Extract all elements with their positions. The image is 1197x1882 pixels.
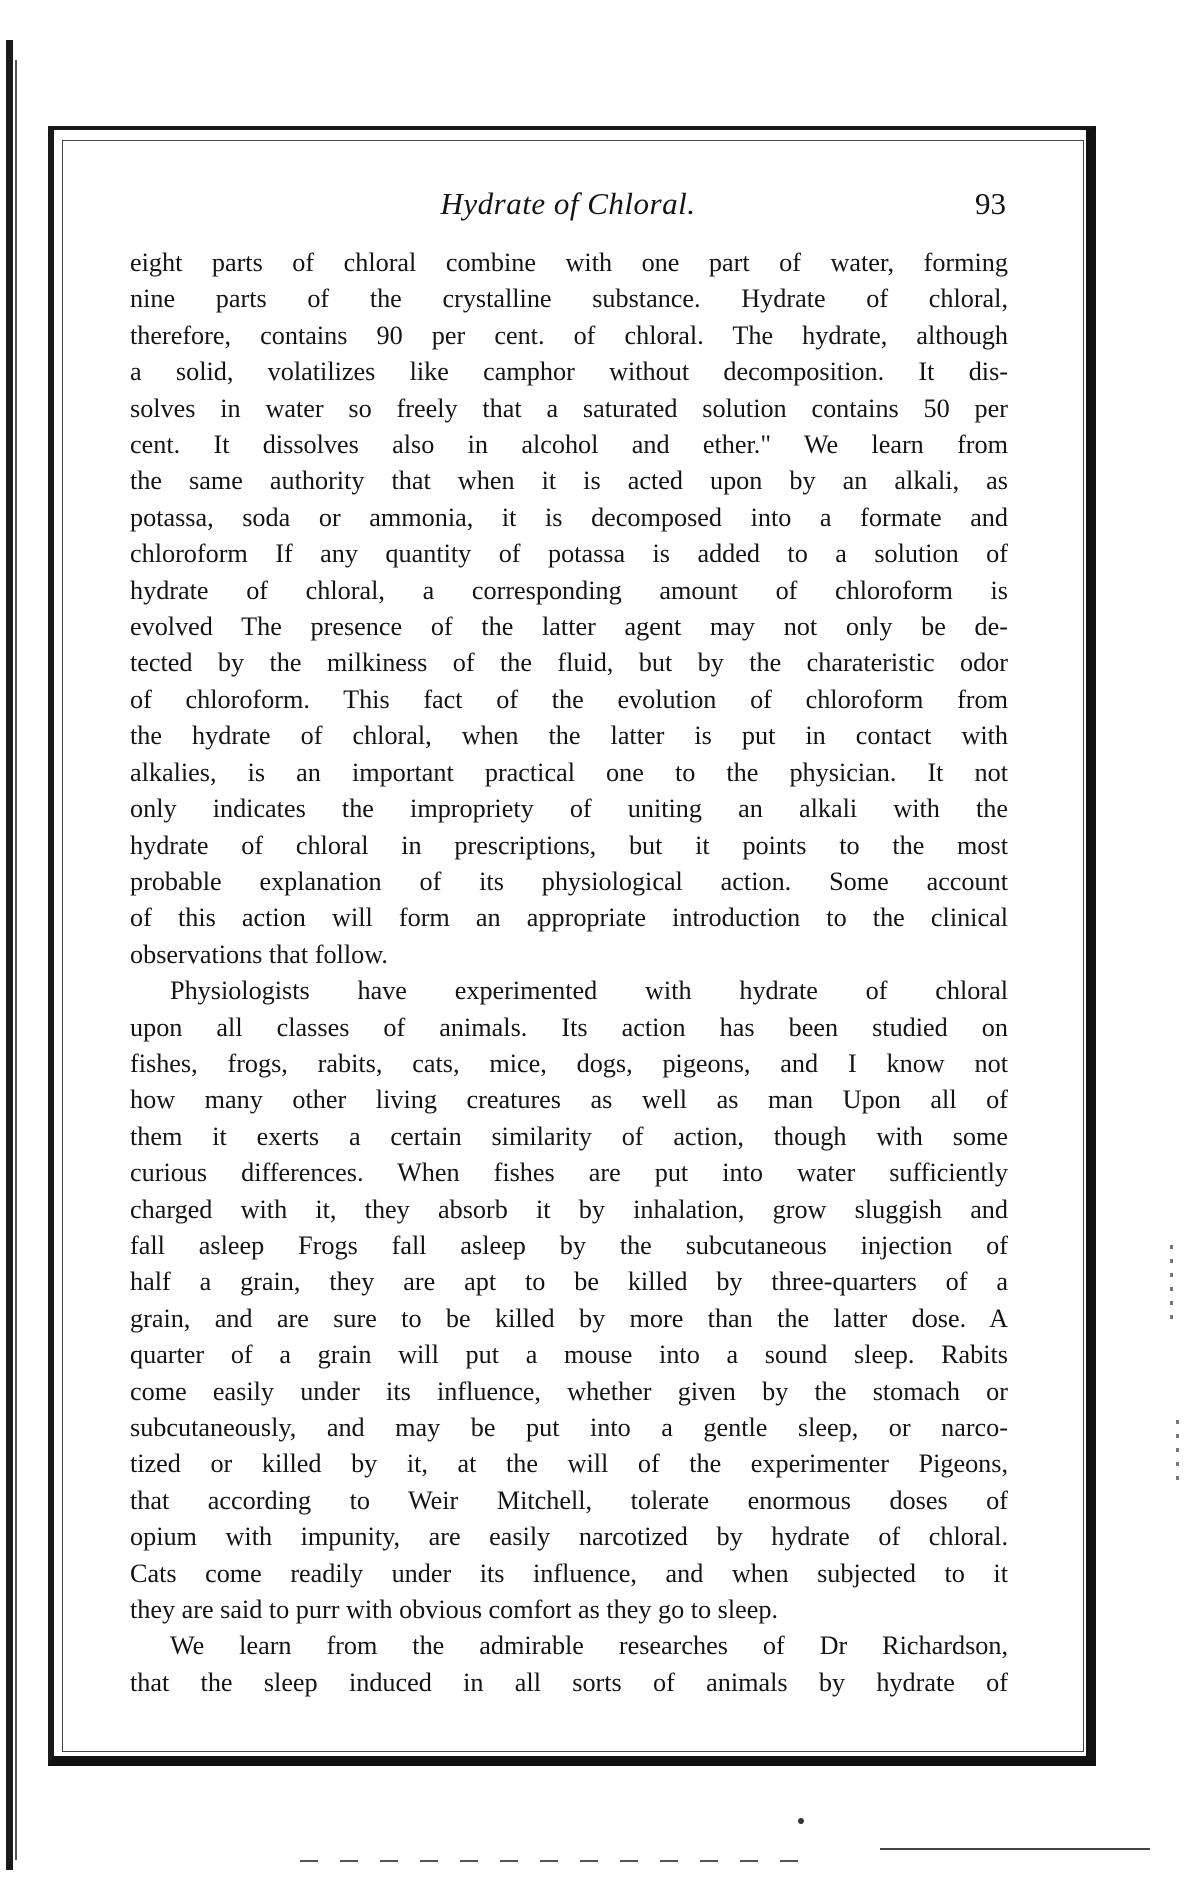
text-line: half a grain, they are apt to be killed by three-quarters of a — [130, 1267, 1008, 1297]
scan-bottom-dashes — [300, 1860, 820, 1862]
text-line: of chloroform. This fact of the evolution of chloroform from — [130, 684, 1008, 714]
text-line: alkalies, is an important practical one to the physician. It not — [130, 757, 1008, 787]
text-line: a solid, volatilizes like camphor without decomposition. It dis- — [130, 357, 1008, 387]
text-line: quarter of a grain will put a mouse into a sound sleep. Rabits — [130, 1340, 1008, 1370]
running-title: Hydrate of Chloral. — [440, 186, 696, 221]
text-line: chloroform If any quantity of potassa is added to a solution of — [130, 539, 1008, 569]
text-line: therefore, contains 90 per cent. of chloral. The hydrate, although — [130, 320, 1008, 350]
text-line: only indicates the impropriety of uniting an alkali with the — [130, 794, 1008, 824]
paragraph-3 — [130, 1628, 1008, 1701]
paragraph-1 — [130, 245, 1008, 973]
text-line: Cats come readily under its influence, and when subjected to it — [130, 1558, 1008, 1588]
running-head — [130, 180, 1006, 230]
text-line: of this action will form an appropriate introduction to the clinical — [130, 903, 1008, 933]
text-line: hydrate of chloral, a corresponding amount of chloroform is — [130, 575, 1008, 605]
text-line: probable explanation of its physiological action. Some account — [130, 866, 1008, 896]
text-line: potassa, soda or ammonia, it is decomposed into a formate and — [130, 502, 1008, 532]
text-line: come easily under its influence, whether given by the stomach or — [130, 1376, 1008, 1406]
text-line: curious differences. When fishes are put into water sufficiently — [130, 1158, 1008, 1188]
text-line: that the sleep induced in all sorts of animals by hydrate of — [130, 1667, 1008, 1697]
text-line: evolved The presence of the latter agent may not only be de- — [130, 612, 1008, 642]
margin-specks — [1176, 1420, 1179, 1490]
text-line: subcutaneously, and may be put into a gentle sleep, or narco- — [130, 1413, 1008, 1442]
text-line: opium with impunity, are easily narcotized by hydrate of chloral. — [130, 1522, 1008, 1552]
text-line: the same authority that when it is acted upon by an alkali, as — [130, 466, 1008, 496]
text-line: fishes, frogs, rabits, cats, mice, dogs, pigeons, and I know not — [130, 1048, 1008, 1078]
text-line: eight parts of chloral combine with one part of water, forming — [130, 248, 1008, 277]
text-line: that according to Weir Mitchell, tolerate enormous doses of — [130, 1485, 1008, 1515]
text-line: tected by the milkiness of the fluid, but by the charateristic odor — [130, 648, 1008, 678]
text-line: We learn from the admirable researches of Dr Richardson, — [170, 1631, 1008, 1661]
text-line: Physiologists have experimented with hydrate of chloral — [170, 976, 1008, 1006]
margin-specks — [1170, 1245, 1173, 1325]
text-line: them it exerts a certain similarity of action, though with some — [130, 1121, 1008, 1151]
text-line: hydrate of chloral in prescriptions, but it points to the most — [130, 830, 1008, 860]
scan-edge-line — [15, 60, 17, 1860]
paragraph-2 — [130, 973, 1008, 1628]
text-line: grain, and are sure to be killed by more than the latter dose. A — [130, 1303, 1008, 1333]
text-line: solves in water so freely that a saturated solution contains 50 per — [130, 393, 1008, 423]
scan-bottom-line — [880, 1848, 1150, 1850]
text-line: cent. It dissolves also in alcohol and ether." We learn from — [130, 430, 1008, 460]
text-line: they are said to purr with obvious comfort as they go to sleep. — [130, 1595, 778, 1625]
text-line: nine parts of the crystalline substance. Hydrate of chloral, — [130, 284, 1008, 314]
body-text — [130, 245, 1008, 1701]
text-line: charged with it, they absorb it by inhalation, grow sluggish and — [130, 1194, 1008, 1224]
text-line: how many other living creatures as well as man Upon all of — [130, 1085, 1008, 1115]
page-number: 93 — [975, 186, 1006, 221]
text-line: upon all classes of animals. Its action has been studied on — [130, 1012, 1008, 1042]
text-line: observations that follow. — [130, 939, 388, 969]
scan-edge-shadow — [6, 40, 13, 1870]
scan-speck — [798, 1818, 804, 1824]
text-line: tized or killed by it, at the will of the experimenter Pigeons, — [130, 1449, 1008, 1479]
text-line: fall asleep Frogs fall asleep by the subcutaneous injection of — [130, 1230, 1008, 1260]
text-line: the hydrate of chloral, when the latter is put in contact with — [130, 721, 1008, 751]
